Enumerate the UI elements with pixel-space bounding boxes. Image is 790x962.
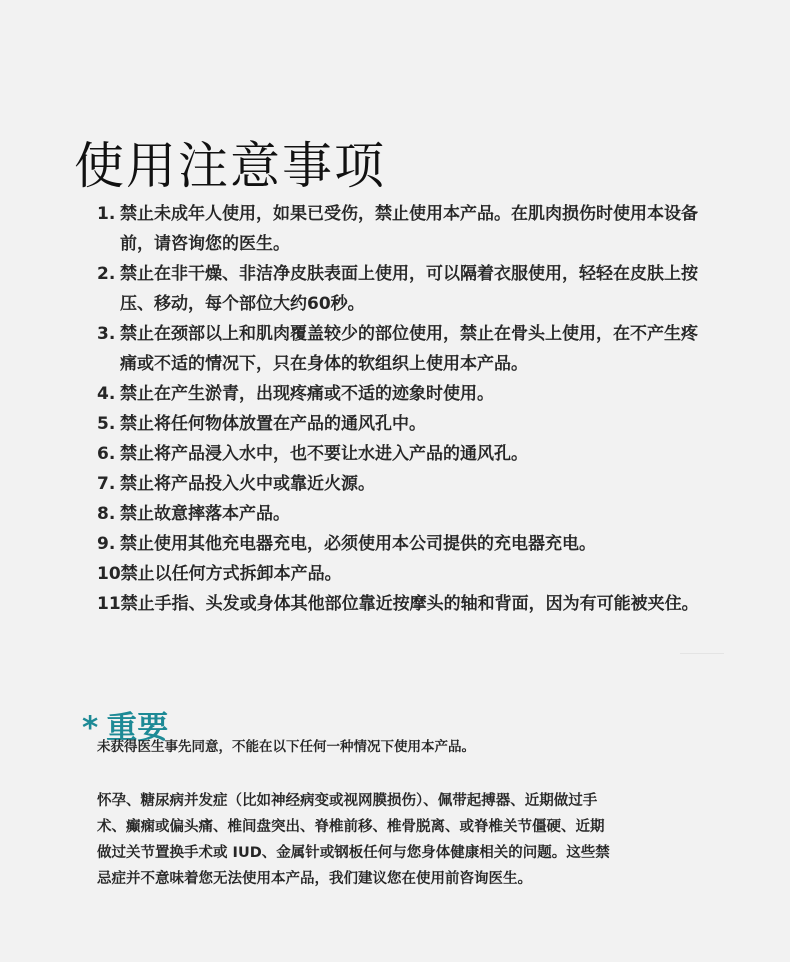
item-number: 1.: [97, 204, 116, 224]
consent-note: 未获得医生事先同意，不能在以下任何一种情况下使用本产品。: [97, 739, 475, 755]
asterisk-icon: *: [82, 709, 99, 746]
precaution-item-8: [97, 499, 707, 529]
precaution-item-9: [97, 529, 707, 559]
item-text: 禁止在颈部以上和肌肉覆盖较少的部位使用，禁止在骨头上使用，在不产生疼痛或不适的情况下，只在身体的软组织上使用本产品。: [120, 324, 698, 374]
divider: [680, 653, 724, 654]
item-number: 8.: [97, 504, 116, 524]
item-text: 禁止在非干燥、非洁净皮肤表面上使用，可以隔着衣服使用，轻轻在皮肤上按压、移动，每个部位大约60秒。: [120, 264, 698, 314]
page-title: 使用注意事项: [74, 136, 386, 195]
item-number: 10: [97, 564, 121, 584]
item-text: 禁止故意摔落本产品。: [120, 504, 290, 524]
precaution-item-10: [97, 559, 707, 589]
item-text: 禁止将产品投入火中或靠近火源。: [120, 474, 375, 494]
contraindications-paragraph: 怀孕、糖尿病并发症（比如神经病变或视网膜损伤）、佩带起搏器、近期做过手术、癫痫或偏头痛、椎间盘突出、脊椎前移、椎骨脱离、或脊椎关节僵硬、近期做过关节置换手术或 IUD、金属针或钢板任何与您身体健康相关的问题。这些禁忌症并不意味着您无法使用本产品，我们建议您在使用前咨询医生。: [97, 793, 610, 887]
item-number: 2.: [97, 264, 116, 284]
item-text: 禁止未成年人使用，如果已受伤，禁止使用本产品。在肌肉损伤时使用本设备前，请咨询您的医生。: [120, 204, 698, 254]
item-number: 9.: [97, 534, 116, 554]
precaution-item-1: [97, 199, 707, 259]
item-text: 禁止将产品浸入水中，也不要让水进入产品的通风孔。: [120, 444, 528, 464]
item-number: 5.: [97, 414, 116, 434]
precaution-item-2: [97, 259, 707, 319]
precaution-item-3: [97, 319, 707, 379]
item-text: 禁止以任何方式拆卸本产品。: [120, 564, 342, 584]
item-number: 11: [97, 594, 121, 614]
important-label: 重要: [106, 709, 169, 746]
item-text: 禁止将任何物体放置在产品的通风孔中。: [120, 414, 426, 434]
item-text: 禁止使用其他充电器充电，必须使用本公司提供的充电器充电。: [120, 534, 596, 554]
item-text: 禁止手指、头发或身体其他部位靠近按摩头的轴和背面，因为有可能被夹住。: [120, 594, 699, 614]
item-number: 4.: [97, 384, 116, 404]
precaution-item-5: [97, 409, 707, 439]
precaution-item-11: [97, 589, 707, 619]
item-number: 7.: [97, 474, 116, 494]
precaution-item-6: [97, 439, 707, 469]
precautions-list: [97, 199, 707, 619]
precaution-item-4: [97, 379, 707, 409]
item-number: 3.: [97, 324, 116, 344]
item-text: 禁止在产生淤青，出现疼痛或不适的迹象时使用。: [120, 384, 494, 404]
item-number: 6.: [97, 444, 116, 464]
precaution-item-7: [97, 469, 707, 499]
